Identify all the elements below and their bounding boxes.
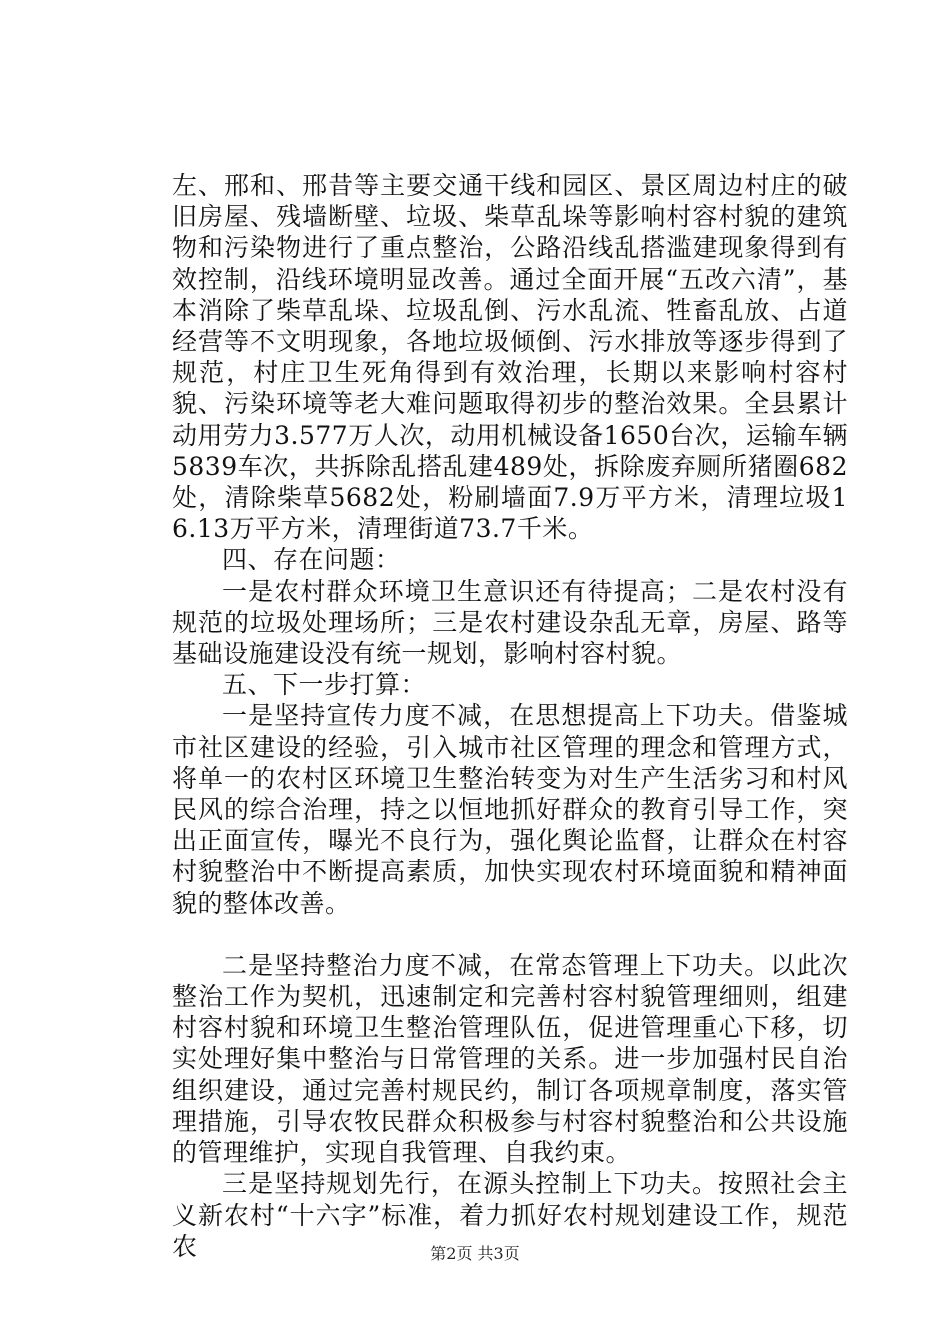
paragraph-problems-list: 一是农村群众环境卫生意识还有待提高；二是农村没有规范的垃圾处理场所；三是农村建设杂乱无章，房屋、路等基础设施建设没有统一规划，影响村容村貌。 — [172, 576, 848, 669]
paragraph-plan-publicity: 一是坚持宣传力度不减，在思想提高上下功夫。借鉴城市社区建设的经验，引入城市社区管理的理念和管理方式，将单一的农村区环境卫生整治转变为对生产生活劣习和村风民风的综合治理，持之以恒地抓好群众的教育引导工作，突出正面宣传，曝光不良行为，强化舆论监督，让群众在村容村貌整治中不断提高素质，加快实现农村环境面貌和精神面貌的整体改善。 — [172, 701, 848, 918]
heading-existing-problems: 四、存在问题： — [222, 545, 401, 575]
paragraph-rectification-results: 左、邢和、邢昔等主要交通干线和园区、景区周边村庄的破旧房屋、残墙断壁、垃圾、柴草乱垛等影响村容村貌的建筑物和污染物进行了重点整治，公路沿线乱搭滥建现象得到有效控制，沿线环境明显改善。通过全面开展“五改六清”，基本消除了柴草乱垛、垃圾乱倒、污水乱流、牲畜乱放、占道经营等不文明现象，各地垃圾倾倒、污水排放等逐步得到了规范，村庄卫生死角得到有效治理，长期以来影响村容村貌、污染环境等老大难问题取得初步的整治效果。全县累计动用劳力3.577万人次，动用机械设备1650台次，运输车辆5839车次，共拆除乱搭乱建489处，拆除废弃厕所猪圈682处，清除柴草5682处，粉刷墙面7.9万平方米，清理垃圾16.13万平方米，清理街道73.7千米。 — [172, 171, 848, 544]
paragraph-plan-planning: 三是坚持规划先行，在源头控制上下功夫。按照社会主义新农村“十六字”标准，着力抓好农村规划建设工作，规范农 — [172, 1169, 848, 1261]
heading-next-steps: 五、下一步打算： — [222, 670, 427, 700]
document-body — [172, 170, 848, 1262]
page-number-footer: 第2页 共3页 — [430, 1244, 520, 1263]
paragraph-plan-management: 二是坚持整治力度不减，在常态管理上下功夫。以此次整治工作为契机，迅速制定和完善村容村貌管理细则，组建村容村貌和环境卫生整治管理队伍，促进管理重心下移，切实处理好集中整治与日常管理的关系。进一步加强村民自治组织建设，通过完善村规民约，制订各项规章制度，落实管理措施，引导农牧民群众积极参与村容村貌整治和公共设施的管理维护，实现自我管理、自我约束。 — [172, 950, 848, 1168]
paragraph-gap — [172, 919, 848, 950]
